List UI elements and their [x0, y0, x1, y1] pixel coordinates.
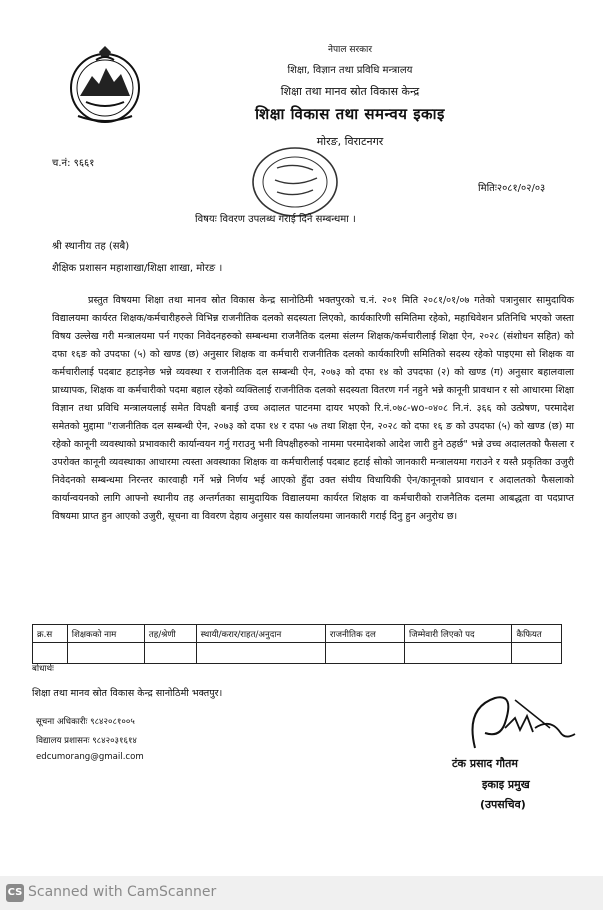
office-stamp-icon — [247, 140, 343, 220]
table-header-cell: तह/श्रेणी — [144, 625, 196, 643]
recipient-line-1: श्री स्थानीय तह (सबै) — [52, 241, 130, 252]
signatory-role: (उपसचिव) — [480, 798, 526, 811]
table-header-row — [33, 625, 562, 643]
table-header-cell: राजनीतिक दल — [325, 625, 404, 643]
table-cell — [67, 643, 144, 664]
info-officer-contact: सूचना अधिकारीः ९८४२०८१००५ — [36, 717, 135, 727]
table-cell — [33, 643, 68, 664]
table-cell — [144, 643, 196, 664]
letter-subject: विषयः विवरण उपलब्ध गराई दिने सम्बन्धमा । — [195, 214, 356, 225]
office-email: edcumorang@gmail.com — [36, 752, 144, 762]
government-emblem-icon — [66, 44, 144, 128]
header-office-name: शिक्षा विकास तथा समन्वय इकाइ — [255, 105, 445, 123]
table-header-cell: जिम्मेवारी लिएको पद — [405, 625, 512, 643]
signatory-title: इकाइ प्रमुख — [482, 778, 530, 791]
header-ministry: शिक्षा, विज्ञान तथा प्रविधि मन्त्रालय — [287, 65, 413, 76]
bodharth-label: बोधार्थः — [32, 664, 54, 674]
signatory-name: टंक प्रसाद गौतम — [452, 757, 518, 770]
details-table — [32, 624, 562, 664]
signature-icon — [455, 688, 580, 760]
header-location: मोरङ, विराटनगर — [316, 135, 384, 148]
table-header-cell: शिक्षकको नाम — [67, 625, 144, 643]
recipient-line-2: शैक्षिक प्रशासन महाशाखा/शिक्षा शाखा, मोरङ । — [52, 263, 223, 274]
header-centre: शिक्षा तथा मानव स्रोत विकास केन्द्र — [280, 85, 420, 98]
table-cell — [196, 643, 325, 664]
camscanner-logo-icon: CS — [6, 884, 24, 902]
table-row — [33, 643, 562, 664]
table-cell — [512, 643, 562, 664]
table-header-cell: स्थायी/करार/राहत/अनुदान — [196, 625, 325, 643]
letter-date: मितिः२०८१/०२/०३ — [478, 183, 546, 194]
school-admin-contact: विद्यालय प्रशासनः ९८४२०३१६१४ — [36, 736, 137, 746]
header-line-1: नेपाल सरकार — [327, 45, 373, 55]
scanner-watermark-text: Scanned with CamScanner — [28, 884, 217, 900]
table-header-cell: क्र.स — [33, 625, 68, 643]
table-header-cell: कैफियत — [512, 625, 562, 643]
cc-recipient: शिक्षा तथा मानव स्रोत विकास केन्द्र सानोठिमी भक्तपुर। — [32, 688, 223, 699]
letter-body: प्रस्तुत विषयमा शिक्षा तथा मानव स्रोत विकास केन्द्र सानोठिमी भक्तपुरको च.नं. २०१ मिति २०८१/०१/०७ गतेको पत्रानुसार सामुदायिक विद्यालयमा कार्यरत शिक्षक/कर्मचारीहरुले विभिन्न राजनीतिक दलको सदस्यता लिएको, कार्यकारिणी समितिमा रहेको, महाधिवेशन प्रतिनिधि भएको जस्ता विषय उल्लेख गरी मन्त्रालयमा पर्न गएका निवेदनहरुको सम्बन्धमा राजनैतिक दलमा संलग्न शिक्षक/कर्मचारीलाई शिक्षा ऐन, २०२८ (संशोधन सहित) को दफा १६ङ को उपदफा (५) को खण्ड (छ) अनुसार शिक्षक वा कर्मचारी राजनीतिक दलको कार्यकारिणी समितिको सदस्य रहेको पाइएमा सो शिक्षक वा कर्मचारीलाई पदबाट हटाइनेछ भन्ने व्यवस्था र राजनीतिक दल सम्बन्धी ऐन, २०७३ को दफा १४ को उपदफा (२) को खण्ड (ग) अनुसार बहालवाला प्राध्यापक, शिक्षक वा कर्मचारीको पदमा बहाल रहेको व्यक्तिलाई राजनीतिक दलको सदस्यता वितरण गर्न नहुने भन्ने कानूनी प्रावधान र सो आधारमा शिक्षा विज्ञान तथा प्रविधि मन्त्रालयलाई समेत विपक्षी बनाई उच्च अदालत पाटनमा दायर भएको रि.नं.०७८-wo-०४०८ नि.नं. ३६६ को उत्प्रेषण, परमादेश समेतको मुद्दामा "राजनीतिक दल सम्बन्धी ऐन, २०७३ को दफा १४ र दफा ५७ तथा शिक्षा ऐन, २०२८ को दफा १६ ङ को उपदफा (५) को खण्ड (छ) मा रहेको कानूनी व्यवस्थाको प्रभावकारी कार्यान्वयन गर्नु गराउनु भनी विपक्षीहरुको नाममा परमादेशको आदेश जारी हुने ठहर्छ" भन्ने उच्च अदालतको फैसला र उपरोक्त कानूनी व्यवस्थाका आधारमा त्यस्ता अवस्थाका शिक्षक वा कर्मचारीलाई पदबाट हटाई सोको जानकारी मन्त्रालयमा गराउने र यस्तै प्रकृतिका उजुरी निवेदनको सम्बन्धमा निरन्तर कारवाही गर्ने भन्ने निर्णय भई आएको हुँदा उक्त संघीय विधायिकी ऐन/कानूनको प्रावधान र अदालतको फैसलाको कार्यान्वयनको लागि आफ्नो स्थानीय तह अन्तर्गतका सामुदायिक विद्यालयमा कार्यरत शिक्षक वा कर्मचारीको राजनैतिक दलमा आबद्धता वा पदप्राप्त विषयमा प्राप्त हुन आएको उजुरी, सूचना वा विवरण देहाय अनुसार यस कार्यालयमा जानकारी गराई दिनु हुन अनुरोध छ। — [52, 295, 574, 522]
table-cell — [325, 643, 404, 664]
table-cell — [405, 643, 512, 664]
letter-number: च.नं: ९६६१ — [52, 158, 95, 169]
